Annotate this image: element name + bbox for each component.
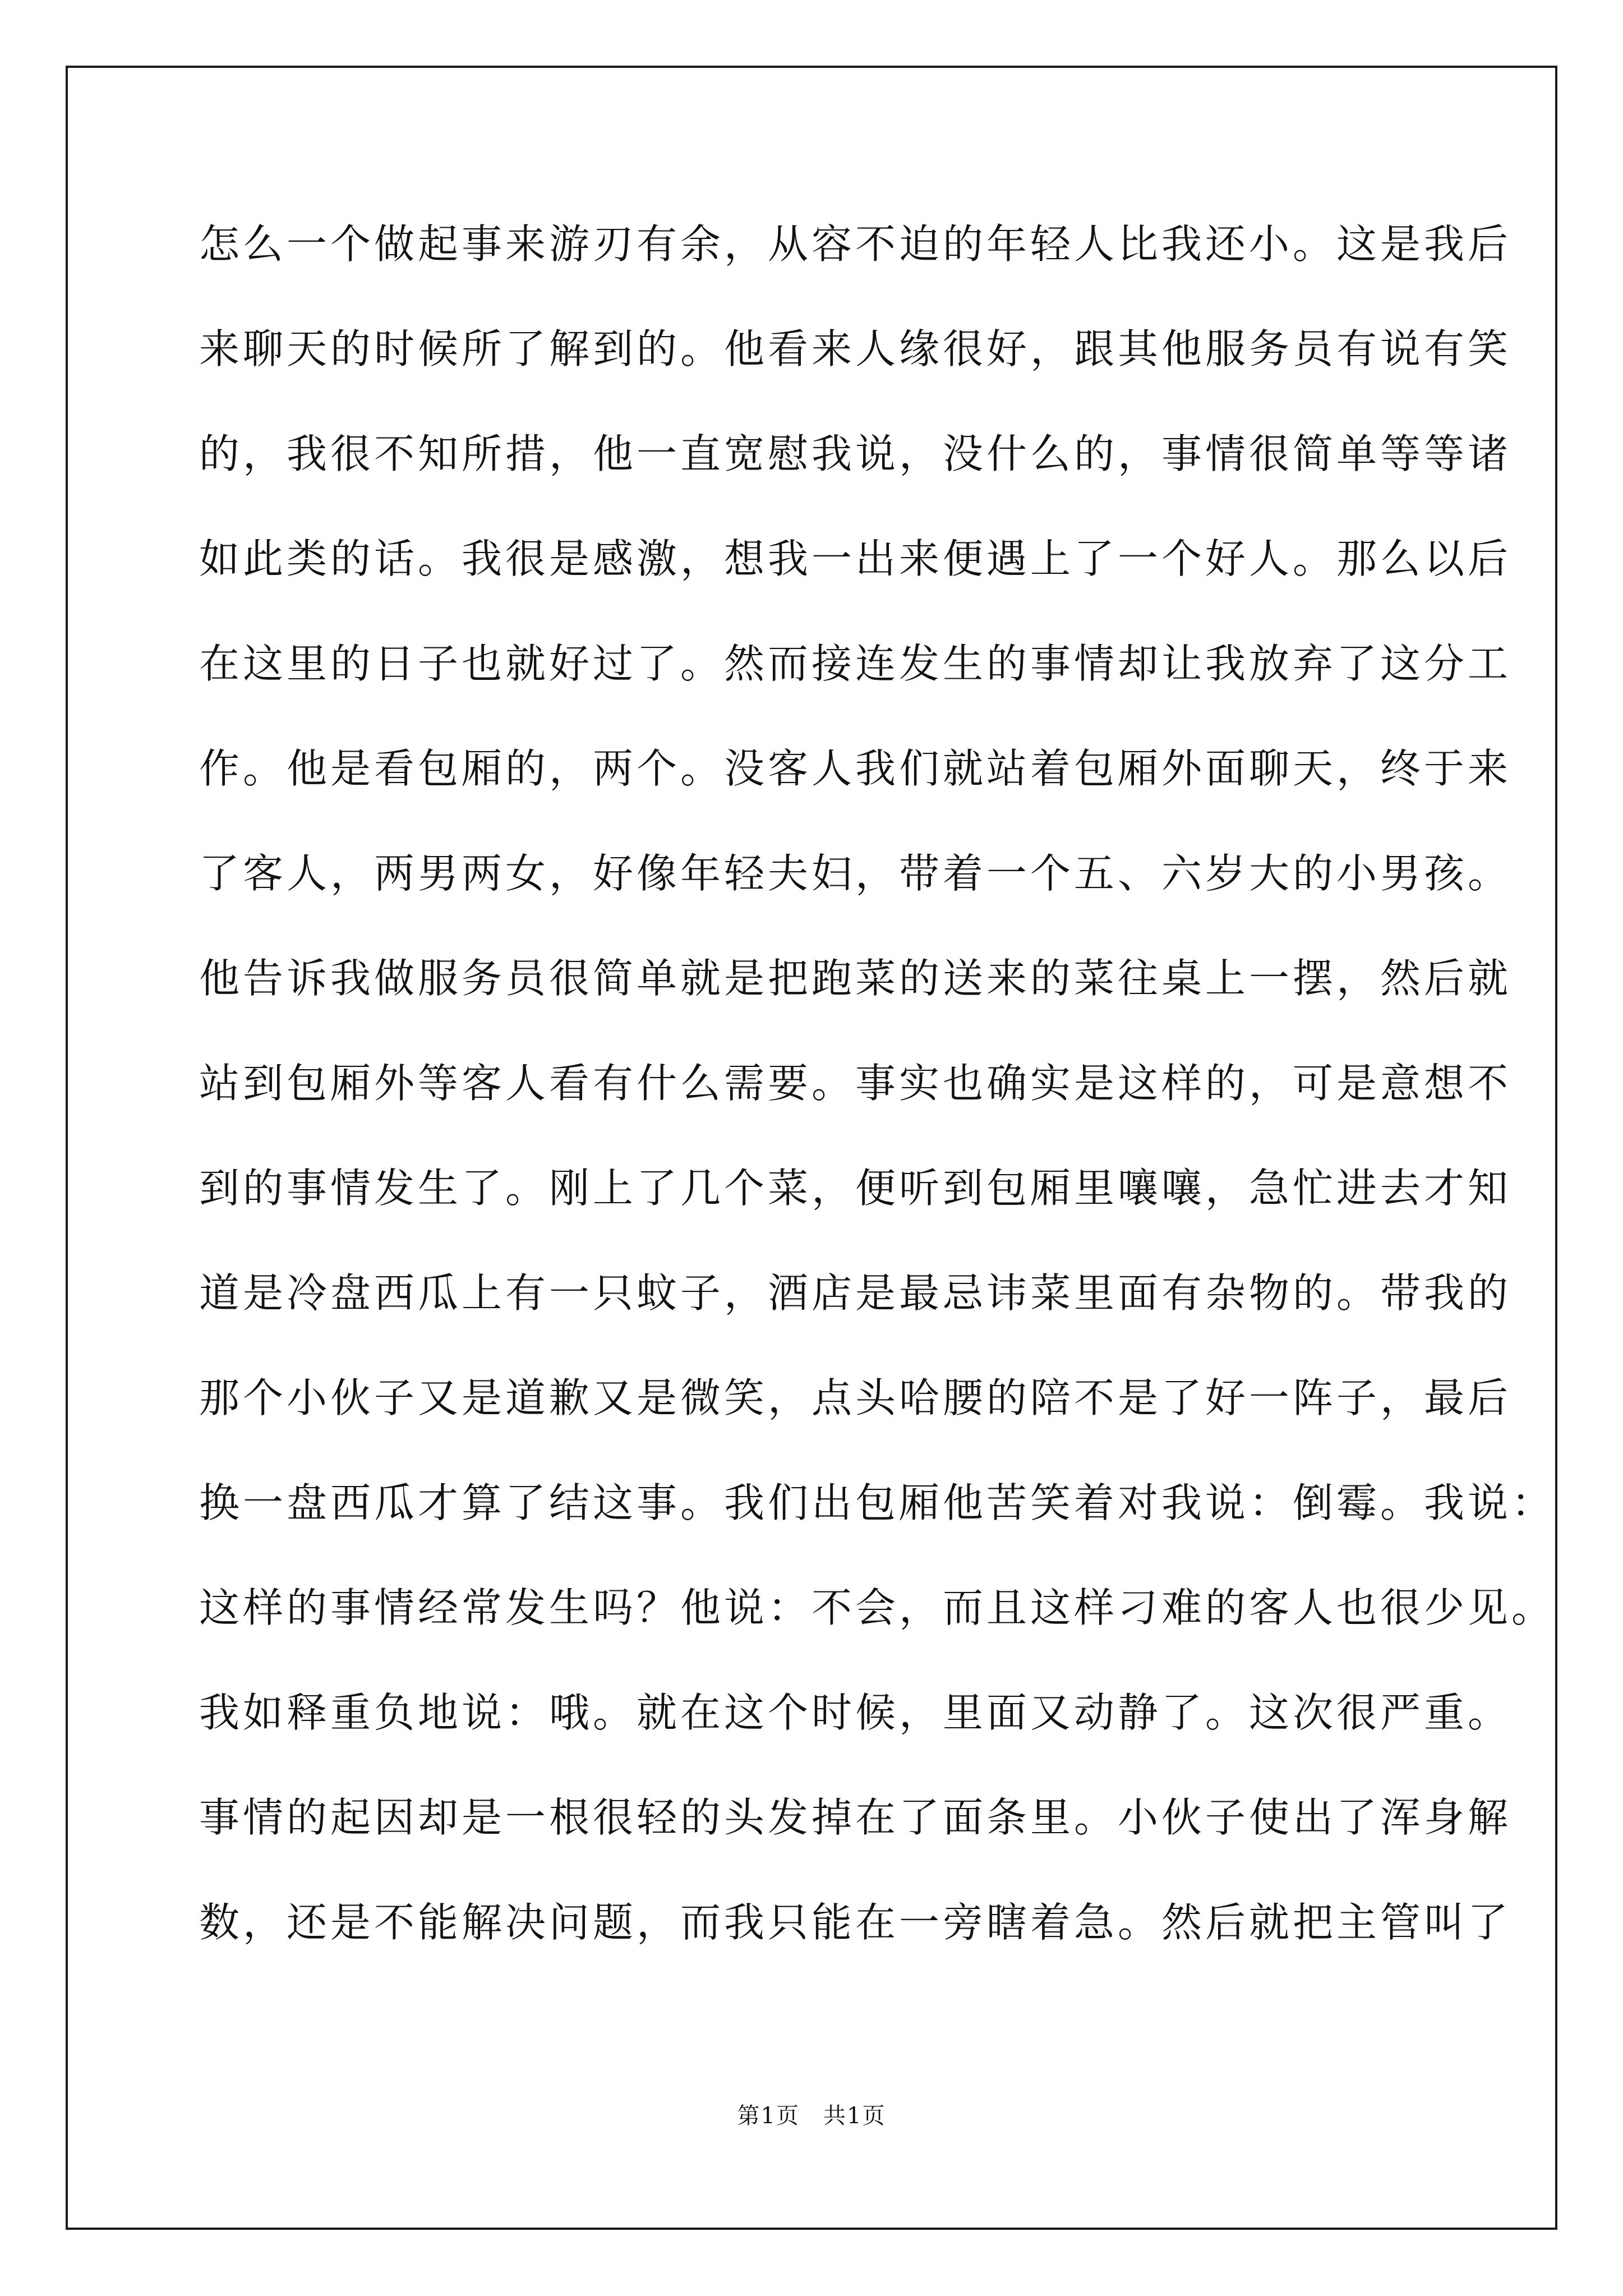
text-line: 在这里的日子也就好过了。然而接连发生的事情却让我放弃了这分工 [199, 640, 1512, 687]
text-line: 的，我很不知所措，他一直宽慰我说，没什么的，事情很简单等等诸 [199, 430, 1512, 477]
text-line: 道是冷盘西瓜上有一只蚊子，酒店是最忌讳菜里面有杂物的。带我的 [199, 1269, 1512, 1317]
text-line: 数，还是不能解决问题，而我只能在一旁瞎着急。然后就把主管叫了 [199, 1899, 1512, 1946]
text-line: 如此类的话。我很是感激，想我一出来便遇上了一个好人。那么以后 [199, 535, 1512, 582]
text-line: 怎么一个做起事来游刃有余，从容不迫的年轻人比我还小。这是我后 [199, 220, 1512, 268]
text-line: 我如释重负地说：哦。就在这个时候，里面又动静了。这次很严重。 [199, 1689, 1512, 1736]
text-line: 换一盘西瓜才算了结这事。我们出包厢他苦笑着对我说：倒霉。我说： [199, 1479, 1556, 1526]
document-body [199, 210, 1556, 1994]
text-line: 他告诉我做服务员很简单就是把跑菜的送来的菜往桌上一摆，然后就 [199, 955, 1512, 1002]
text-line: 到的事情发生了。刚上了几个菜，便听到包厢里嚷嚷，急忙进去才知 [199, 1165, 1512, 1212]
text-line: 来聊天的时候所了解到的。他看来人缘很好，跟其他服务员有说有笑 [199, 325, 1512, 372]
text-line: 事情的起因却是一根很轻的头发掉在了面条里。小伙子使出了浑身解 [199, 1794, 1512, 1841]
text-line: 作。他是看包厢的，两个。没客人我们就站着包厢外面聊天，终于来 [199, 745, 1512, 792]
text-line: 这样的事情经常发生吗？他说：不会，而且这样刁难的客人也很少见。 [199, 1584, 1556, 1631]
page-number: 第1页 共1页 [737, 2103, 886, 2129]
text-line: 了客人，两男两女，好像年轻夫妇，带着一个五、六岁大的小男孩。 [199, 850, 1512, 897]
text-line: 那个小伙子又是道歉又是微笑，点头哈腰的陪不是了好一阵子，最后 [199, 1374, 1512, 1421]
text-line: 站到包厢外等客人看有什么需要。事实也确实是这样的，可是意想不 [199, 1060, 1512, 1107]
